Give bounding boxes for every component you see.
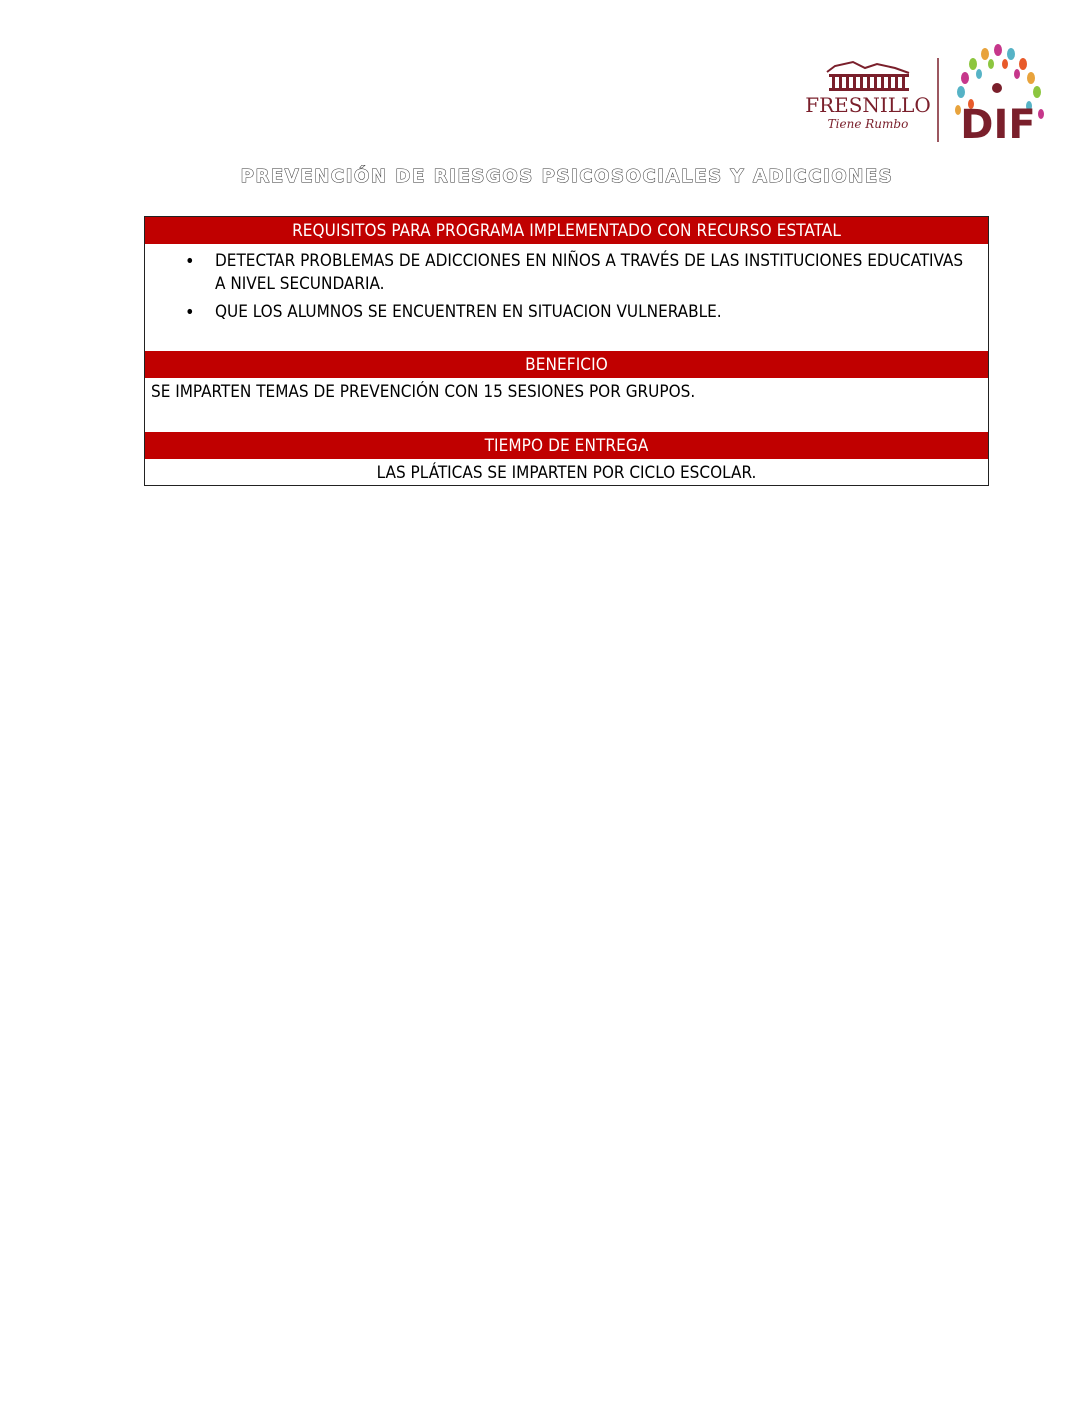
dif-logo [955,44,1044,148]
list-item [185,250,965,296]
page-title: PREVENCIÓN DE RIESGOS PSICOSOCIALES Y ADICCIONES [240,166,894,187]
requisito-text: DETECTAR PROBLEMAS DE ADICCIONES EN NIÑOS A TRAVÉS DE LAS INSTITUCIONES EDUCATIVAS A NIVEL SECUNDARIA. [215,251,964,294]
requisitos-header: REQUISITOS PARA PROGRAMA IMPLEMENTADO CON RECURSO ESTATAL [145,217,988,244]
fresnillo-tagline: Tiene Rumbo [827,117,909,131]
fresnillo-logo [805,62,931,131]
header-logos [805,40,1055,150]
tiempo-header: TIEMPO DE ENTREGA [145,432,988,459]
dif-wordmark: DIF [960,102,1036,148]
requisitos-cell [145,244,988,351]
tiempo-text: LAS PLÁTICAS SE IMPARTEN POR CICLO ESCOLAR. [376,463,757,483]
bullet-icon: • [185,302,195,323]
bullet-icon: • [185,251,195,272]
fresnillo-wordmark: FRESNILLO [805,93,931,117]
program-info-table [144,216,989,486]
requisitos-list [185,250,965,329]
dif-figure-icon [992,83,1002,93]
requisito-text: QUE LOS ALUMNOS SE ENCUENTREN EN SITUACION VULNERABLE. [215,302,722,322]
beneficio-text: SE IMPARTEN TEMAS DE PREVENCIÓN CON 15 SESIONES POR GRUPOS. [151,382,696,402]
beneficio-header: BENEFICIO [145,351,988,378]
logos-graphic [805,40,1055,150]
list-item [185,301,965,324]
